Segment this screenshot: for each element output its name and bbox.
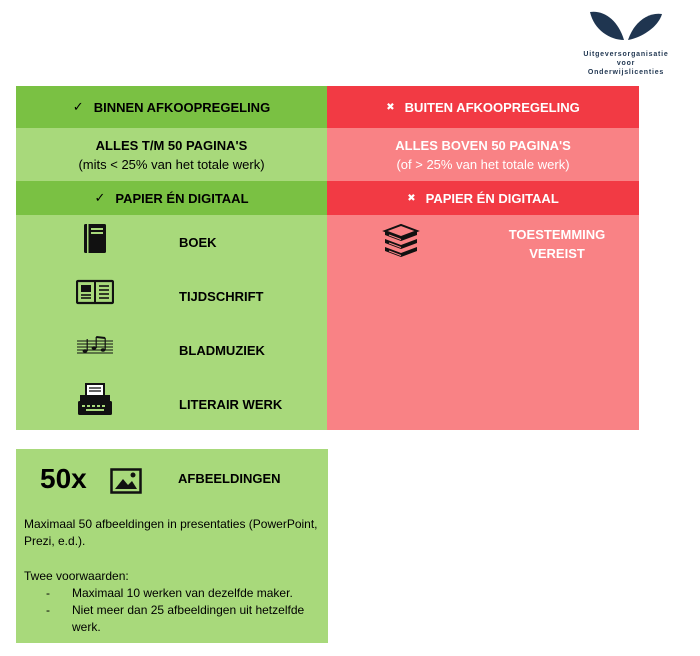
magazine-icon	[76, 273, 114, 311]
outside-header	[327, 86, 639, 128]
within-media-list	[16, 215, 327, 430]
typewriter-icon	[76, 381, 114, 419]
outside-permission-panel	[327, 215, 639, 430]
conditions-title: Twee voorwaarden:	[24, 569, 129, 583]
images-count: 50x	[40, 463, 87, 494]
outside-scope-note: (of > 25% van het totale werk)	[396, 156, 570, 172]
within-scope-title: ALLES T/M 50 PAGINA'S	[95, 137, 248, 153]
within-subheader	[16, 181, 327, 215]
condition-text: Maximaal 10 werken van dezelfde maker.	[72, 586, 293, 600]
within-subheader-label: PAPIER ÉN DIGITAAL	[115, 190, 249, 206]
list-item: - Maximaal 10 werken van dezelfde maker.	[46, 586, 293, 600]
outside-header-label: BUITEN AFKOOPREGELING	[404, 99, 580, 115]
uvo-logo	[572, 8, 680, 74]
check-icon: ✓	[94, 190, 106, 205]
media-item-book	[16, 215, 327, 269]
outside-scope-title: ALLES BOVEN 50 PAGINA'S	[395, 137, 571, 153]
media-label: TIJDSCHRIFT	[179, 288, 264, 304]
books-stack-icon	[382, 221, 420, 259]
sheet-music-icon	[76, 327, 114, 365]
condition-text: Niet meer dan 25 afbeeldingen uit hetzelfde werk.	[72, 603, 305, 634]
outside-subheader-label: PAPIER ÉN DIGITAAL	[425, 190, 559, 206]
media-item-sheet-music	[16, 323, 327, 377]
within-header-label: BINNEN AFKOOPREGELING	[93, 99, 271, 115]
within-scope-note: (mits < 25% van het totale werk)	[78, 156, 265, 172]
media-item-typewriter	[16, 377, 327, 431]
check-icon: ✓	[72, 99, 84, 114]
logo-line-2: voor	[616, 60, 636, 67]
media-label: BOEK	[179, 234, 217, 250]
images-label: AFBEELDINGEN	[178, 471, 281, 486]
image-icon	[110, 468, 142, 494]
logo-line-1: Uitgeversorganisatie	[583, 51, 669, 58]
images-description: Maximaal 50 afbeeldingen in presentaties (PowerPoint, Prezi, e.d.).	[24, 517, 318, 548]
leaf-logo-icon	[588, 8, 664, 42]
media-item-magazine	[16, 269, 327, 323]
within-scope	[16, 128, 327, 181]
within-header	[16, 86, 327, 128]
images-box	[16, 449, 328, 643]
outside-scope	[327, 128, 639, 181]
cross-icon: ✖	[386, 101, 395, 113]
list-item: - Niet meer dan 25 afbeeldingen uit hetzelfde werk.	[46, 603, 305, 634]
cross-icon: ✖	[407, 192, 416, 204]
media-label: BLADMUZIEK	[179, 342, 265, 358]
permission-required-text: TOESTEMMING VEREIST	[508, 227, 606, 261]
outside-subheader	[327, 181, 639, 215]
book-icon	[76, 219, 114, 257]
conditions-list	[24, 585, 324, 636]
outside-column	[327, 86, 639, 430]
media-label: LITERAIR WERK	[179, 396, 283, 412]
logo-line-3: Onderwijslicenties	[587, 69, 665, 76]
within-column	[16, 86, 327, 430]
